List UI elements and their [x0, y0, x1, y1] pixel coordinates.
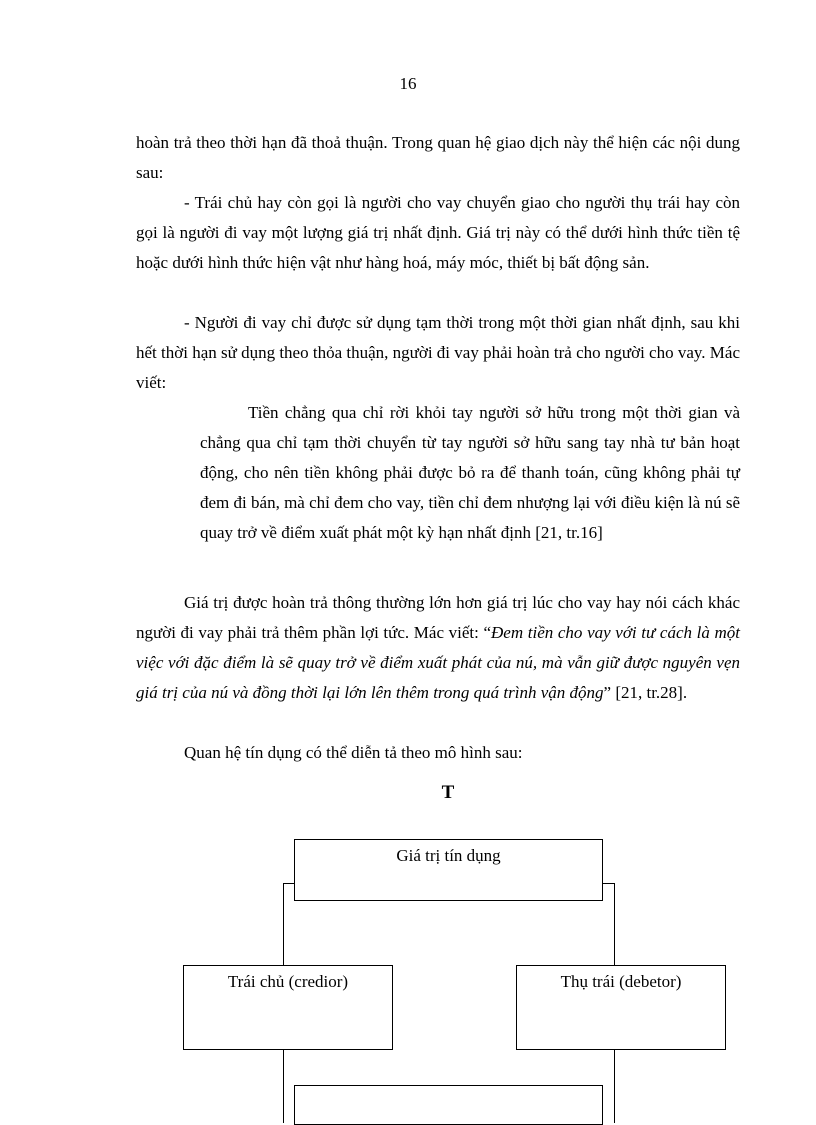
credit-value-box	[294, 839, 603, 901]
connector-top-right-vertical	[614, 883, 615, 965]
paragraph-3: - Người đi vay chỉ được sử dụng tạm thời trong một thời gian nhất định, sau khi hết thời hạn sử dụng theo thỏa thuận, người đi vay phải hoàn trả cho người cho vay. Mác viết:	[136, 313, 740, 392]
diagram-title: T	[441, 782, 455, 803]
paragraph-5: Quan hệ tín dụng có thể diễn tả theo mô hình sau:	[184, 743, 523, 762]
connector-top-right-horizontal	[602, 883, 615, 884]
paragraph-4-quote: Đem tiền cho vay với tư cách là một việc với đặc điểm là sẽ quay trở về điểm xuất phát của nú, mà vẫn giữ được nguyên vẹn giá trị của nú và đồng thời lại lớn lên thêm trong quá trình vận động	[136, 623, 740, 702]
paragraph-1: hoàn trả theo thời hạn đã thoả thuận. Trong quan hệ giao dịch này thể hiện các nội dung sau:	[136, 133, 740, 182]
paragraph-2: - Trái chủ hay còn gọi là người cho vay chuyển giao cho người thụ trái hay còn gọi là người đi vay một lượng giá trị nhất định. Giá trị này có thể dưới hình thức tiền tệ hoặc dưới hình thức hiện vật như hàng hoá, máy móc, thiết bị bất động sản.	[136, 193, 740, 272]
connector-bottom-right-vertical	[614, 1050, 615, 1123]
creditor-box	[183, 965, 393, 1050]
creditor-label: Trái chủ (credior)	[227, 972, 349, 991]
paragraph-4-start: Giá trị được hoàn trả thông thường lớn hơn giá trị lúc cho vay hay nói cách khác người đi vay phải trả thêm phần lợi tức. Mác viết: “	[136, 593, 740, 642]
block-quote: Tiền chẳng qua chỉ rời khỏi tay người sở hữu trong một thời gian và chẳng qua chỉ tạm thời chuyển từ tay người sở hữu sang tay nhà tư bản hoạt động, cho nên tiền không phải được bỏ ra để thanh toán, cũng không phải tự đem đi bán, mà chỉ đem cho vay, tiền chỉ đem nhượng lại với điều kiện là nú sẽ quay trở về điểm xuất phát một kỳ hạn nhất định [21, tr.16]	[200, 403, 740, 542]
paragraph-4-end: ” [21, tr.28].	[603, 683, 688, 702]
debtor-box	[516, 965, 726, 1050]
bottom-box	[294, 1085, 603, 1125]
credit-value-label: Giá trị tín dụng	[396, 846, 501, 865]
connector-top-left-vertical	[283, 883, 284, 965]
paragraph-4	[136, 588, 740, 708]
connector-bottom-left-vertical	[283, 1050, 284, 1123]
debtor-label: Thụ trái (debetor)	[560, 972, 682, 991]
page-number: 16	[399, 74, 417, 93]
